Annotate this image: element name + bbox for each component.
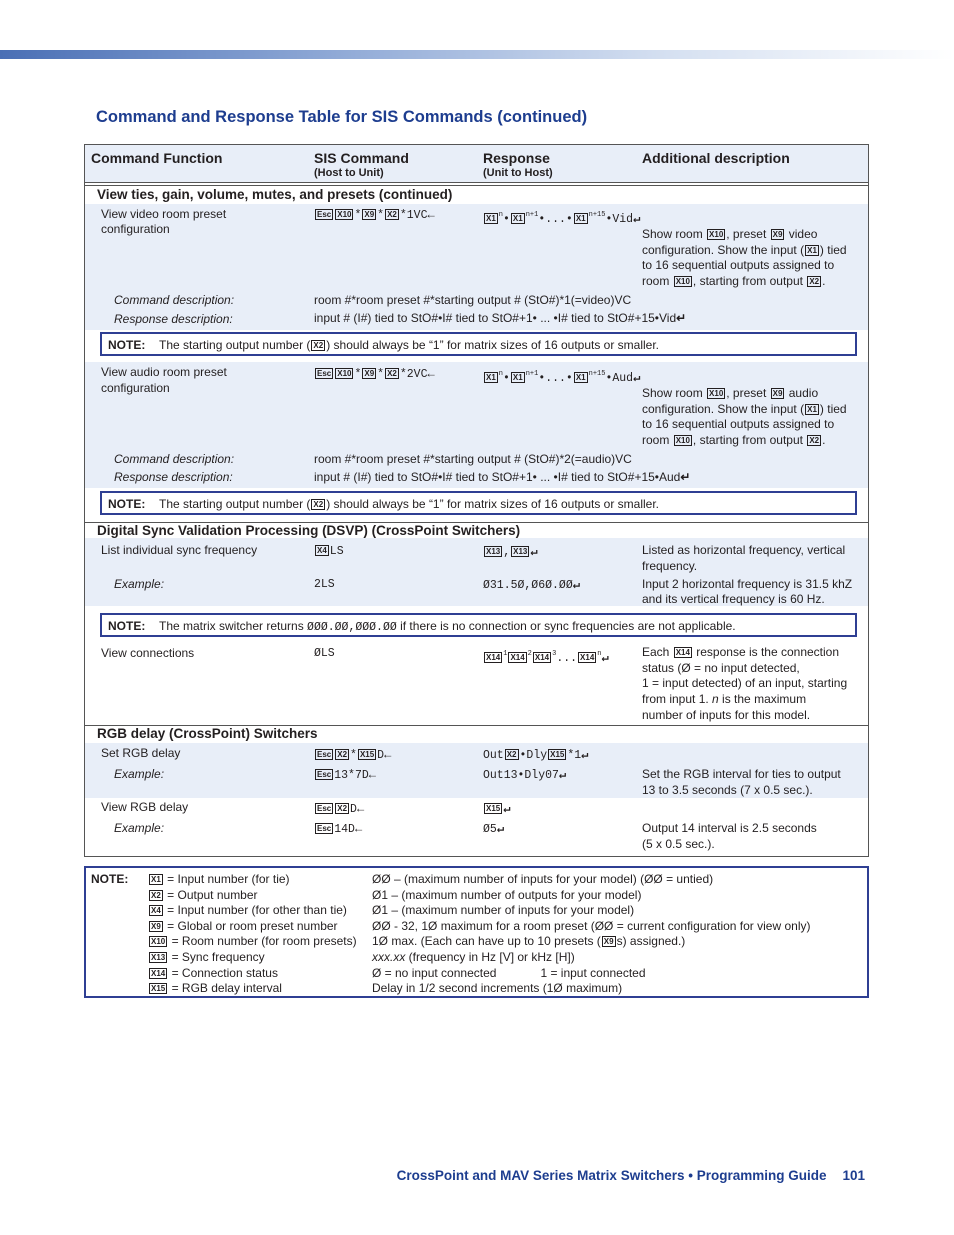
- sync-example-resp: Ø31.5Ø,Ø6Ø.ØØ↵: [483, 578, 580, 592]
- connections-response: X14 $^1$ X14 $^2$ X14 $^3$... X14 $^n$↵: [486, 650, 609, 665]
- sync-example-cmd: 2LS: [314, 578, 335, 591]
- legend-range-list: ØØ – (maximum number of inputs for your model) (ØØ = untied) Ø1 – (maximum number of outputs for your model) Ø1 – (maximum number of inputs for your model) ØØ - 32, 1Ø maximum for a room preset (ØØ = current configuration for view only) 1Ø max. (Each can have up to 10 presets ( X9 s) assigned.) xxx.xx (frequency in Hz [V] or kHz [H]) Ø = no input connected 1 = input connected Delay in 1/2 second increments (1Ø maximum): [372, 872, 811, 996]
- header-sis-command: SIS Command: [314, 150, 409, 166]
- rgb-set-example-resp: Out13•Dly07↵: [483, 768, 567, 782]
- audio-function: View audio room preset: [101, 365, 227, 379]
- video-description: Show room X10 , preset X9 video configuration. Show the input ( X1 ) tied to 16 sequential outputs assigned to room X10 , starting from output X2 .: [642, 227, 847, 289]
- video-response: X1 $^n$• X1 $^{n+1}$•...• X1 $^{n+15}$•Vid↵: [486, 211, 641, 226]
- rgb-set-example-label: Example:: [114, 767, 165, 781]
- audio-function-2: configuration: [101, 381, 170, 395]
- audio-response: X1 $^n$• X1 $^{n+1}$•...• X1 $^{n+15}$•Aud↵: [486, 370, 641, 385]
- audio-sis-command: Esc X10 * X9 * X2 *2VC←: [317, 367, 435, 381]
- page-title: Command and Response Table for SIS Commands (continued): [96, 108, 588, 126]
- rgb-view-example-desc-2: (5 x 0.5 sec.).: [642, 837, 715, 851]
- rgb-view-function: View RGB delay: [101, 800, 189, 814]
- audio-resp-desc-label: Response description:: [114, 470, 233, 484]
- video-cmd-desc: room #*room preset #*starting output # (StO#)*1(=video)VC: [314, 293, 632, 307]
- sync-example-desc-2: and its vertical frequency is 60 Hz.: [642, 592, 825, 606]
- header-command-function: Command Function: [91, 150, 223, 166]
- connections-description: Each X14 response is the connection status (Ø = no input detected, 1 = input detected) of an input, starting from input 1. n is the maximum number of inputs for this model.: [642, 645, 848, 722]
- rgb-set-sis-command: Esc X2 * X15 D←: [317, 748, 392, 762]
- sync-desc-2: frequency.: [642, 559, 698, 573]
- video-sis-command: Esc X10 * X9 * X2 *1VC←: [317, 208, 435, 222]
- legend-note-label: NOTE:: [91, 872, 129, 886]
- sync-example-desc-1: Input 2 horizontal frequency is 31.5 khZ: [642, 577, 853, 591]
- note-output-video: NOTE: The starting output number ( X2 ) should always be “1” for matrix sizes of 16 outputs or smaller.: [100, 332, 857, 356]
- video-resp-desc-label: Response description:: [114, 312, 233, 326]
- sync-response: X13 , X13 ↵: [486, 545, 538, 559]
- note-output-audio: NOTE: The starting output number ( X2 ) should always be “1” for matrix sizes of 16 outputs or smaller.: [100, 491, 857, 515]
- sync-sis-command: X4 LS: [317, 545, 344, 558]
- rgb-set-example-cmd: Esc 13*7D←: [317, 768, 376, 782]
- audio-description: Show room X10 , preset X9 audio configuration. Show the input ( X1 ) tied to 16 sequential outputs assigned to room X10 , starting from output X2 .: [642, 386, 847, 448]
- connections-sis-command: ØLS: [314, 647, 335, 660]
- rgb-view-example-cmd: Esc 14D←: [317, 822, 363, 836]
- header-sis-sub: (Host to Unit): [314, 167, 384, 179]
- note-sync: NOTE: The matrix switcher returns ØØØ.ØØ,ØØØ.ØØ if there is no connection or sync frequencies are not applicable.: [100, 613, 857, 637]
- audio-cmd-desc-label: Command description:: [114, 452, 235, 466]
- footer-guide-title: CrossPoint and MAV Series Matrix Switchers • Programming Guide: [396, 1168, 827, 1183]
- video-function-2: configuration: [101, 222, 170, 236]
- video-cmd-desc-label: Command description:: [114, 293, 235, 307]
- legend-variable-list: X1 = Input number (for tie) X2 = Output number X4 = Input number (for other than tie) X9 = Global or room preset number X10 = Room number (for room presets) X13 = Sync frequency X14 = Connection status X15 = RGB delay interval: [151, 872, 357, 996]
- page-number: 101: [842, 1168, 865, 1183]
- sync-example-label: Example:: [114, 577, 165, 591]
- sync-function: List individual sync frequency: [101, 543, 258, 557]
- rgb-set-function: Set RGB delay: [101, 746, 181, 760]
- audio-cmd-desc: room #*room preset #*starting output # (StO#)*2(=audio)VC: [314, 452, 632, 466]
- audio-resp-desc: input # (I#) tied to StO#•I# tied to StO#+1• ... •I# tied to StO#+15•Aud↵: [314, 470, 691, 484]
- variables-legend: [84, 866, 869, 998]
- rgb-set-example-desc-1: Set the RGB interval for ties to output: [642, 767, 841, 781]
- page-footer: [397, 1168, 865, 1183]
- rgb-set-response: Out X2 •Dly X15 *1↵: [483, 748, 589, 762]
- section-rgb-delay: RGB delay (CrossPoint) Switchers: [97, 726, 318, 741]
- header-response: Response: [483, 150, 550, 166]
- rgb-view-example-label: Example:: [114, 821, 165, 835]
- rgb-set-example-desc-2: 13 to 3.5 seconds (7 x 0.5 sec.).: [642, 783, 813, 797]
- rgb-view-sis-command: Esc X2 D←: [317, 802, 365, 816]
- header-response-sub: (Unit to Host): [483, 167, 553, 179]
- header-color-bar: [0, 50, 954, 59]
- video-function: View video room preset: [101, 207, 227, 221]
- command-table: [84, 144, 869, 857]
- header-additional-description: Additional description: [642, 150, 790, 166]
- section-view-ties: View ties, gain, volume, mutes, and presets (continued): [97, 187, 453, 202]
- section-dsvp: Digital Sync Validation Processing (DSVP) (CrossPoint Switchers): [97, 523, 521, 538]
- sync-desc-1: Listed as horizontal frequency, vertical: [642, 543, 846, 557]
- connections-function: View connections: [101, 646, 195, 660]
- rgb-view-example-resp: Ø5↵: [483, 822, 505, 836]
- rgb-view-example-desc-1: Output 14 interval is 2.5 seconds: [642, 821, 817, 835]
- video-resp-desc: input # (I#) tied to StO#•I# tied to StO#+1• ... •I# tied to StO#+15•Vid↵: [314, 311, 687, 325]
- rgb-view-response: X15 ↵: [486, 802, 511, 816]
